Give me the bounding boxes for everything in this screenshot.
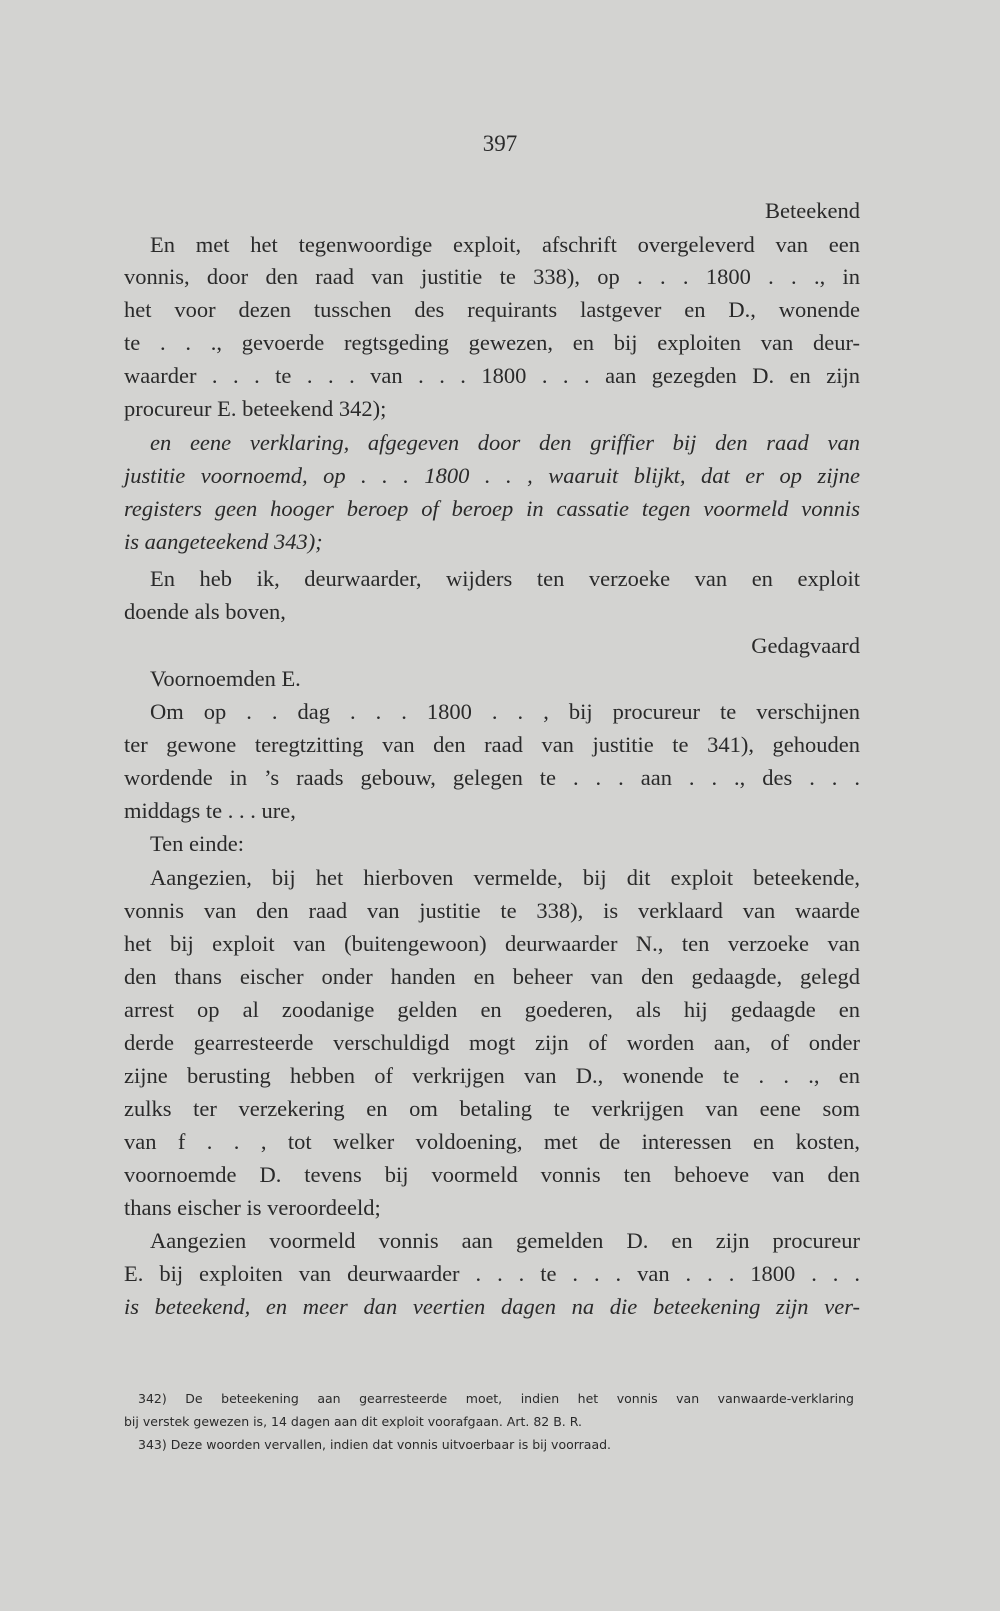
- footnote-342-continued: bij verstek gewezen is, 14 dagen aan dit exploit voorafgaan. Art. 82 B. R.: [124, 1414, 582, 1429]
- text-line: thans eischer is veroordeeld;: [124, 1195, 381, 1220]
- text-line: vonnis, door den raad van justitie te 338), op . . . 1800 . . ., in: [124, 264, 860, 289]
- text-line: Beteekend: [765, 198, 860, 223]
- text-line: vonnis van den raad van justitie te 338), is verklaard van waarde: [124, 898, 860, 923]
- text-line: E. bij exploiten van deurwaarder . . . te . . . van . . . 1800 . . .: [124, 1261, 860, 1286]
- footnote-343: 343) Deze woorden vervallen, indien dat vonnis uitvoerbaar is bij voorraad.: [138, 1437, 612, 1452]
- text-line: en eene verklaring, afgegeven door den griffier bij den raad van: [150, 430, 860, 455]
- text-line: voornoemde D. tevens bij voormeld vonnis ten behoeve van den: [124, 1162, 860, 1187]
- text-line: den thans eischer onder handen en beheer van den gedaagde, gelegd: [124, 964, 860, 989]
- text-line: justitie voornoemd, op . . . 1800 . . , waaruit blijkt, dat er op zijne: [124, 463, 860, 488]
- text-line: Om op . . dag . . . 1800 . . , bij procureur te verschijnen: [150, 699, 860, 724]
- text-line: Aangezien, bij het hierboven vermelde, bij dit exploit beteekende,: [150, 865, 860, 890]
- text-line: zulks ter verzekering en om betaling te verkrijgen van eene som: [124, 1096, 860, 1121]
- text-line: En heb ik, deurwaarder, wijders ten verzoeke van en exploit: [150, 566, 860, 591]
- text-line: middags te . . . ure,: [124, 798, 296, 823]
- page-number: 397: [482, 131, 518, 156]
- text-line: doende als boven,: [124, 599, 286, 624]
- footnote-342: 342) De beteekening aan gearresteerde moet, indien het vonnis van vanwaarde-verklaring: [138, 1391, 854, 1406]
- text-line: zijne berusting hebben of verkrijgen van D., wonende te . . ., en: [124, 1063, 860, 1088]
- text-line: arrest op al zoodanige gelden en goederen, als hij gedaagde en: [124, 997, 860, 1022]
- text-line: het bij exploit van (buitengewoon) deurwaarder N., ten verzoeke van: [124, 931, 860, 956]
- text-line: ter gewone teregtzitting van den raad van justitie te 341), gehouden: [124, 732, 860, 757]
- text-line: Ten einde:: [150, 831, 245, 856]
- text-line: wordende in ’s raads gebouw, gelegen te . . . aan . . ., des . . .: [124, 765, 860, 790]
- text-line: is aangeteekend 343);: [124, 529, 323, 554]
- text-line: Gedagvaard: [751, 633, 860, 658]
- text-line: Voornoemden E.: [150, 666, 301, 691]
- text-line: En met het tegenwoordige exploit, afschrift overgeleverd van een: [150, 232, 860, 257]
- text-line: waarder . . . te . . . van . . . 1800 . . . aan gezegden D. en zijn: [124, 363, 860, 388]
- text-line: is beteekend, en meer dan veertien dagen na die beteekening zijn ver-: [124, 1294, 860, 1319]
- text-line: derde gearresteerde verschuldigd mogt zijn of worden aan, of onder: [124, 1030, 860, 1055]
- text-line: procureur E. beteekend 342);: [124, 396, 387, 421]
- text-line: registers geen hooger beroep of beroep in cassatie tegen voormeld vonnis: [124, 496, 860, 521]
- text-line: te . . ., gevoerde regtsgeding gewezen, en bij exploiten van deur-: [124, 330, 860, 355]
- text-line: Aangezien voormeld vonnis aan gemelden D. en zijn procureur: [150, 1228, 860, 1253]
- text-line: van f . . , tot welker voldoening, met de interessen en kosten,: [124, 1129, 860, 1154]
- text-line: het voor dezen tusschen des requirants lastgever en D., wonende: [124, 297, 860, 322]
